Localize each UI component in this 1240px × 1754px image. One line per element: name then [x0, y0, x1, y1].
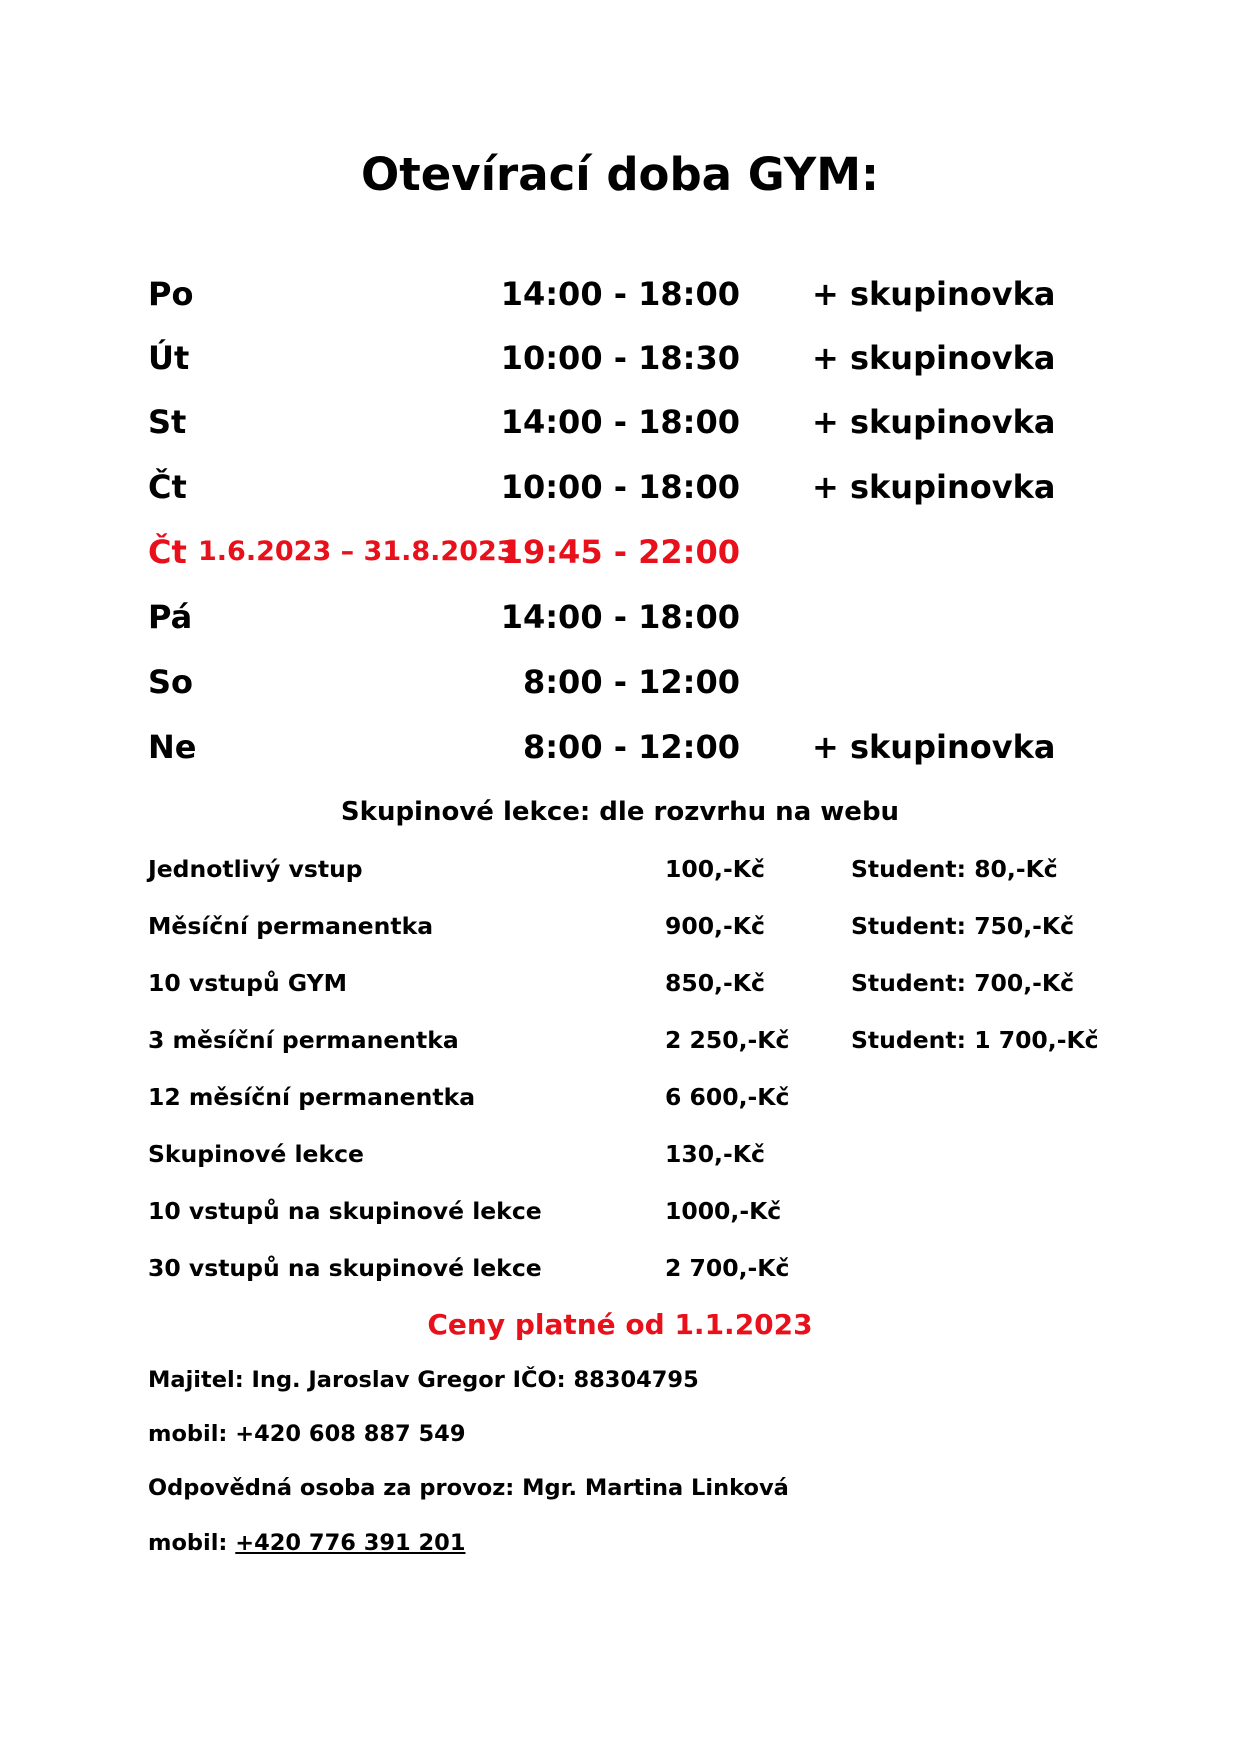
price-item-price: 100,-Kč — [665, 855, 765, 883]
hours-row — [0, 465, 1240, 509]
price-item-name: 30 vstupů na skupinové lekce — [148, 1254, 542, 1282]
hours-day: St — [148, 403, 187, 441]
hours-time: 10:00 - 18:00 — [500, 468, 740, 506]
hours-row — [0, 400, 1240, 444]
hours-day: So — [148, 663, 194, 701]
hours-extra: + skupinovka — [812, 275, 1056, 313]
hours-row — [0, 595, 1240, 639]
price-item-name: 3 měsíční permanentka — [148, 1026, 459, 1054]
hours-time: 10:00 - 18:30 — [500, 339, 740, 377]
owner-mobile: mobil: +420 608 887 549 — [148, 1421, 466, 1447]
price-row — [0, 1251, 1240, 1285]
hours-day: Pá — [148, 598, 193, 636]
price-item-price: 2 700,-Kč — [665, 1254, 790, 1282]
hours-time: 14:00 - 18:00 — [500, 403, 740, 441]
price-item-price: 850,-Kč — [665, 969, 765, 997]
price-item-price: 900,-Kč — [665, 912, 765, 940]
hours-day: Po — [148, 275, 194, 313]
responsible-mobile — [148, 1527, 465, 1559]
hours-time: 8:00 - 12:00 — [522, 728, 740, 766]
hours-day: Čt — [148, 468, 187, 506]
price-item-name: Jednotlivý vstup — [148, 855, 363, 883]
hours-extra: + skupinovka — [812, 403, 1056, 441]
price-item-name: 12 měsíční permanentka — [148, 1083, 476, 1111]
price-item-price: 2 250,-Kč — [665, 1026, 790, 1054]
price-item-student: Student: 750,-Kč — [851, 912, 1075, 940]
hours-row — [0, 530, 1240, 574]
hours-time: 14:00 - 18:00 — [500, 275, 740, 313]
prices-valid-from: Ceny platné od 1.1.2023 — [427, 1308, 813, 1341]
price-row — [0, 1137, 1240, 1171]
hours-row — [0, 336, 1240, 380]
price-item-price: 1000,-Kč — [665, 1197, 782, 1225]
price-item-student: Student: 80,-Kč — [851, 855, 1058, 883]
price-item-name: 10 vstupů na skupinové lekce — [148, 1197, 542, 1225]
hours-time: 14:00 - 18:00 — [500, 598, 740, 636]
price-item-name: 10 vstupů GYM — [148, 969, 348, 997]
hours-row — [0, 272, 1240, 316]
responsible-mobile-label: mobil: — [148, 1530, 236, 1556]
price-row — [0, 1194, 1240, 1228]
hours-extra: + skupinovka — [812, 468, 1056, 506]
hours-day: Út — [148, 339, 190, 377]
price-item-price: 130,-Kč — [665, 1140, 765, 1168]
hours-time: 8:00 - 12:00 — [522, 663, 740, 701]
price-row — [0, 1023, 1240, 1057]
responsible-person: Odpovědná osoba za provoz: Mgr. Martina Linková — [148, 1475, 789, 1501]
price-item-student: Student: 700,-Kč — [851, 969, 1075, 997]
hours-extra: + skupinovka — [812, 728, 1056, 766]
hours-date-range: 1.6.2023 – 31.8.2023 — [198, 536, 516, 567]
price-item-price: 6 600,-Kč — [665, 1083, 790, 1111]
price-item-name: Měsíční permanentka — [148, 912, 434, 940]
price-row — [0, 852, 1240, 886]
hours-row — [0, 660, 1240, 704]
price-item-name: Skupinové lekce — [148, 1140, 364, 1168]
responsible-phone-link[interactable]: +420 776 391 201 — [235, 1530, 466, 1556]
price-row — [0, 966, 1240, 1000]
price-row — [0, 1080, 1240, 1114]
owner-info: Majitel: Ing. Jaroslav Gregor IČO: 88304795 — [148, 1367, 699, 1393]
hours-time: 19:45 - 22:00 — [500, 533, 740, 571]
price-item-student: Student: 1 700,-Kč — [851, 1026, 1099, 1054]
price-row — [0, 909, 1240, 943]
hours-day: Ne — [148, 728, 197, 766]
hours-extra: + skupinovka — [812, 339, 1056, 377]
page-title: Otevírací doba GYM: — [360, 148, 880, 201]
group-lessons-note: Skupinové lekce: dle rozvrhu na webu — [340, 797, 900, 827]
hours-day: Čt — [148, 533, 187, 571]
hours-row — [0, 725, 1240, 769]
